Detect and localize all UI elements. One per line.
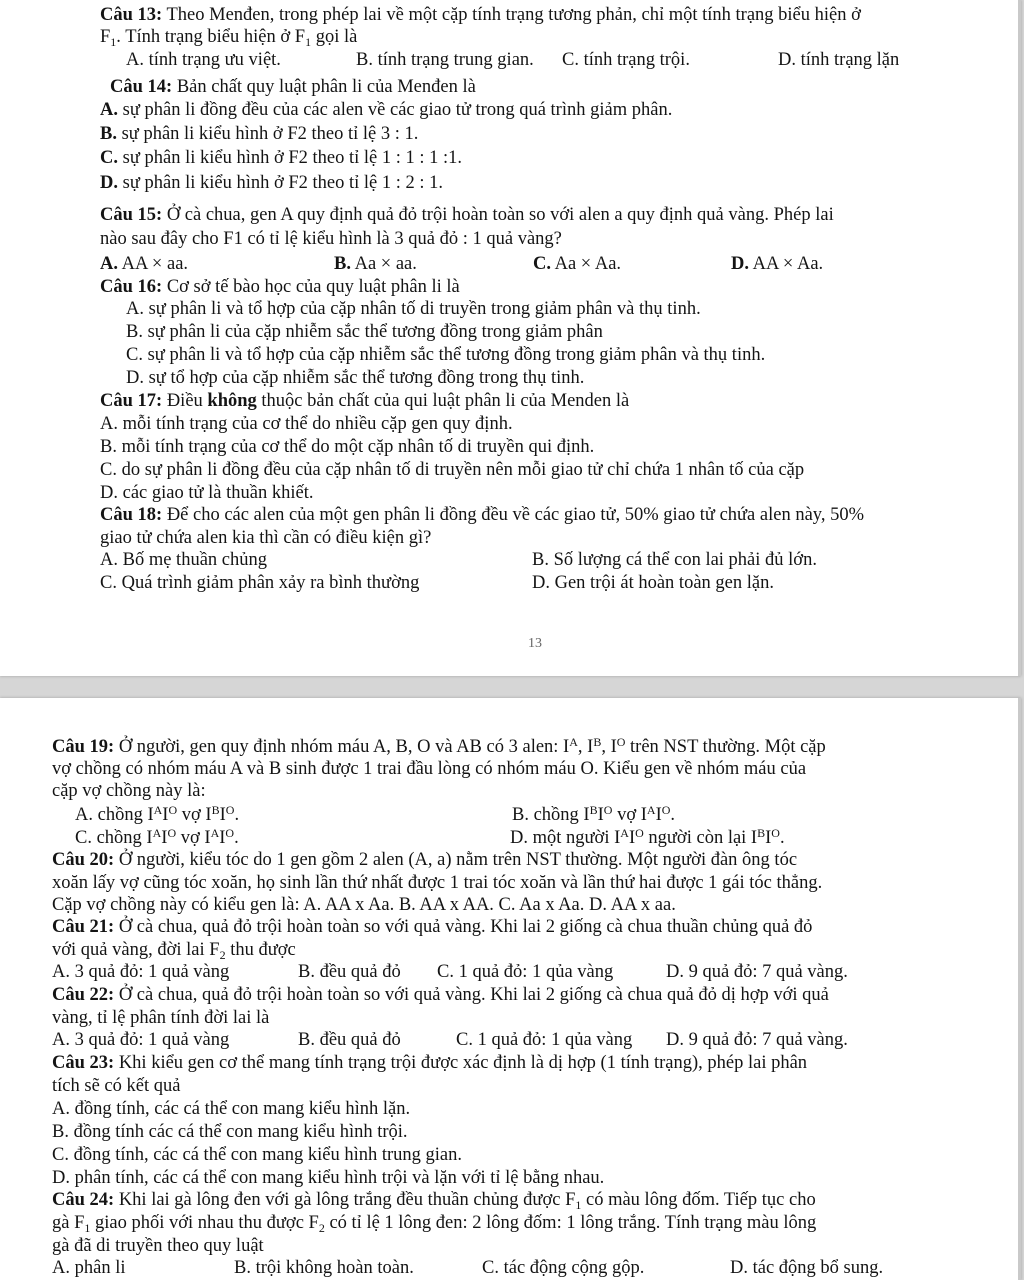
q13-stem-line2 <box>100 26 357 48</box>
q14-option-a <box>100 99 672 121</box>
q19-option-a <box>75 804 239 826</box>
q21-stem2-post: thu được <box>225 940 296 960</box>
q19-a-dot: . <box>234 805 240 825</box>
q24-option-d: D. tác động bổ sung. <box>730 1258 884 1278</box>
q21-stem2-pre: với quả vàng, đời lai F <box>52 940 220 960</box>
q15-d-label: D. <box>731 254 749 274</box>
q14-stem <box>110 76 476 98</box>
q14-c-text: sự phân li kiểu hình ở F2 theo tỉ lệ 1 : 1 : 1 :1. <box>122 148 463 168</box>
q19-b-sup3: A <box>646 803 656 817</box>
q19-d-pre: D. một người I <box>510 828 621 848</box>
q19-stem-pre: Ở người, gen quy định nhóm máu A, B, O và AB có 3 alen: I <box>118 737 570 757</box>
q19-a-sup3: B <box>211 803 220 817</box>
q14-d-label: D. <box>100 173 118 193</box>
q18-option-a: A. Bố mẹ thuần chủng <box>100 550 267 570</box>
q15-number: Câu 15: <box>100 205 163 225</box>
q19-stem-line1 <box>52 736 826 758</box>
q24-stem1-post: có màu lông đốm. Tiếp tục cho <box>581 1190 816 1210</box>
q24-stem2-sub2: 2 <box>318 1221 325 1235</box>
q21-number: Câu 21: <box>52 917 115 937</box>
q18-stem-line2: giao tử chứa alen kia thì cần có điều kiện gì? <box>100 528 432 548</box>
q15-a-label: A. <box>100 254 118 274</box>
q19-d-sup3: B <box>757 826 766 840</box>
q19-c-i2: I <box>219 828 226 848</box>
q21-stem-line1 <box>52 916 812 938</box>
q23-stem-line2: tích sẽ có kết quả <box>52 1076 181 1096</box>
q19-a-i2: I <box>219 805 226 825</box>
q24-number: Câu 24: <box>52 1190 115 1210</box>
q21-option-d: D. 9 quả đỏ: 7 quả vàng. <box>666 962 848 982</box>
q15-option-c <box>533 253 621 275</box>
q16-stem <box>100 276 460 298</box>
q19-d-mid: người còn lại I <box>643 828 758 848</box>
q23-option-c: C. đồng tính, các cá thể con mang kiểu hình trung gian. <box>52 1145 462 1165</box>
q18-stem-line1 <box>100 504 864 526</box>
q19-b-i: I <box>597 805 604 825</box>
q13-sub2: 1 <box>305 35 312 49</box>
q20-stem-text1: Ở người, kiểu tóc do 1 gen gồm 2 alen (A, a) nằm trên NST thường. Một người đàn ông tóc <box>118 850 798 870</box>
q19-sup-o: O <box>616 735 626 749</box>
q19-option-c <box>75 827 239 849</box>
q19-d-dot: . <box>779 828 785 848</box>
q13-f: F <box>100 27 111 47</box>
q24-stem2-mid: giao phối với nhau thu được F <box>90 1213 319 1233</box>
q14-c-label: C. <box>100 148 118 168</box>
q16-number: Câu 16: <box>100 277 163 297</box>
q24-option-c: C. tác động cộng gộp. <box>482 1258 645 1278</box>
q13-stem-line1 <box>100 4 861 26</box>
q19-stem-line3: cặp vợ chồng này là: <box>52 781 206 801</box>
q19-c-sup3: A <box>210 826 220 840</box>
q17-stem <box>100 390 629 412</box>
q19-a-sup4: O <box>225 803 235 817</box>
q17-stem-post: thuộc bản chất của qui luật phân li của Menden là <box>256 391 630 411</box>
q13-post: gọi là <box>311 27 358 47</box>
q19-a-pre: A. chồng I <box>75 805 154 825</box>
q19-number: Câu 19: <box>52 737 115 757</box>
document-page-14 <box>0 698 1021 1280</box>
q15-option-b <box>334 253 417 275</box>
q21-stem-text1: Ở cà chua, quả đỏ trội hoàn toàn so với quả vàng. Khi lai 2 giống cà chua thuần chủng quả đỏ <box>118 917 813 937</box>
q19-b-sup1: B <box>589 803 598 817</box>
q15-stem-text1: Ở cà chua, gen A quy định quả đỏ trội hoàn toàn so với alen a quy định quả vàng. Phép lai <box>166 205 834 225</box>
q24-stem2-sub: 1 <box>84 1221 91 1235</box>
q19-a-sup2: O <box>168 803 178 817</box>
q20-stem-line2: xoăn lấy vợ cũng tóc xoăn, họ sinh lần thứ nhất được 1 trai tóc xoăn và lần thứ hai được 1 gái tóc thẳng. <box>52 873 823 893</box>
q13-option-c: C. tính trạng trội. <box>562 50 690 70</box>
q16-option-c: C. sự phân li và tổ hợp của cặp nhiễm sắc thể tương đồng trong giảm phân và thụ tinh. <box>126 345 766 365</box>
q20-stem-line3: Cặp vợ chồng này có kiểu gen là: A. AA x Aa. B. AA x AA. C. Aa x Aa. D. AA x aa. <box>52 895 676 915</box>
q24-option-b: B. trội không hoàn toàn. <box>234 1258 414 1278</box>
q19-a-i: I <box>162 805 169 825</box>
q20-stem-line1 <box>52 849 797 871</box>
q15-b-text: Aa × aa. <box>354 254 417 274</box>
q19-option-b <box>512 804 675 826</box>
q23-stem-text1: Khi kiểu gen cơ thể mang tính trạng trội được xác định là dị hợp (1 tính trạng), phép lai phân <box>118 1053 808 1073</box>
q19-d-sup4: O <box>771 826 780 840</box>
q22-number: Câu 22: <box>52 985 115 1005</box>
q15-c-text: Aa × Aa. <box>554 254 622 274</box>
page-number: 13 <box>528 636 542 651</box>
q21-option-c: C. 1 quả đỏ: 1 qủa vàng <box>437 962 614 982</box>
q24-option-a: A. phân li <box>52 1258 126 1278</box>
q23-number: Câu 23: <box>52 1053 115 1073</box>
q22-option-a: A. 3 quả đỏ: 1 quả vàng <box>52 1030 230 1050</box>
q15-option-d <box>731 253 823 275</box>
q24-stem-line3: gà đã di truyền theo quy luật <box>52 1236 264 1256</box>
q18-option-d: D. Gen trội át hoàn toàn gen lặn. <box>532 573 774 593</box>
q24-stem2-pre: gà F <box>52 1213 85 1233</box>
q13-option-b: B. tính trạng trung gian. <box>356 50 534 70</box>
q13-option-a: A. tính trạng ưu việt. <box>126 50 281 70</box>
q19-b-sup2: O <box>603 803 613 817</box>
q21-option-b: B. đều quả đỏ <box>298 962 401 982</box>
q14-d-text: sự phân li kiểu hình ở F2 theo tỉ lệ 1 : 2 : 1. <box>122 173 444 193</box>
q16-option-b: B. sự phân li của cặp nhiễm sắc thể tương đồng trong giảm phân <box>126 322 603 342</box>
q22-stem-line1 <box>52 984 829 1006</box>
q19-c-sup4: O <box>225 826 235 840</box>
q15-stem-line2: nào sau đây cho F1 có tỉ lệ kiểu hình là 3 quả đỏ : 1 quả vàng? <box>100 229 562 249</box>
q13-sub: 1 <box>110 35 117 49</box>
q18-number: Câu 18: <box>100 505 163 525</box>
q13-mid: . Tính trạng biểu hiện ở F <box>116 27 306 47</box>
q19-b-vo: vợ I <box>612 805 647 825</box>
q19-sup-b: B <box>593 735 602 749</box>
q24-stem1-sub: 1 <box>575 1198 582 1212</box>
q24-stem-line1 <box>52 1189 816 1211</box>
q22-option-b: B. đều quả đỏ <box>298 1030 401 1050</box>
q14-option-d <box>100 172 443 194</box>
q22-option-c: C. 1 quả đỏ: 1 qủa vàng <box>456 1030 633 1050</box>
q19-a-vo: vợ I <box>177 805 212 825</box>
q19-d-i: I <box>628 828 636 848</box>
q22-stem-text1: Ở cà chua, quả đỏ trội hoàn toàn so với quả vàng. Khi lai 2 giống cà chua quả đỏ dị hợp với quả <box>118 985 829 1005</box>
q21-stem2-sub: 2 <box>219 948 226 962</box>
q14-stem-text: Bản chất quy luật phân li của Menđen là <box>176 77 476 97</box>
q13-stem-text1: Theo Menđen, trong phép lai về một cặp tính trạng tương phản, chỉ một tính trạng biểu hiện ở <box>166 5 861 25</box>
q20-number: Câu 20: <box>52 850 115 870</box>
q15-c-label: C. <box>533 254 551 274</box>
q14-b-label: B. <box>100 124 117 144</box>
q18-option-b: B. Số lượng cá thể con lai phải đủ lớn. <box>532 550 817 570</box>
q19-b-pre: B. chồng I <box>512 805 590 825</box>
q19-c-sup1: A <box>152 826 162 840</box>
q14-option-c <box>100 147 462 169</box>
q19-sup-a: A <box>569 735 578 749</box>
q19-comma: , I <box>577 737 594 757</box>
q19-c-vo: vợ I <box>176 828 211 848</box>
q21-option-a: A. 3 quả đỏ: 1 quả vàng <box>52 962 230 982</box>
q23-stem-line1 <box>52 1052 807 1074</box>
q15-a-text: AA × aa. <box>121 254 189 274</box>
q19-d-sup2: O <box>635 826 644 840</box>
q17-option-a: A. mỗi tính trạng của cơ thể do nhiều cặp gen quy định. <box>100 414 513 434</box>
q14-a-label: A. <box>100 100 118 120</box>
q19-c-i: I <box>161 828 168 848</box>
q19-option-d <box>510 827 785 849</box>
q19-stem-post: trên NST thường. Một cặp <box>625 737 826 757</box>
q17-stem-pre: Điều <box>166 391 208 411</box>
q17-option-c: C. do sự phân li đồng đều của cặp nhân tố di truyền nên mỗi giao tử chỉ chứa 1 nhân tố của cặp <box>100 460 805 480</box>
q16-option-d: D. sự tổ hợp của cặp nhiễm sắc thể tương đồng trong thụ tinh. <box>126 368 585 388</box>
q21-stem-line2 <box>52 939 296 961</box>
q19-d-sup1: A <box>620 826 629 840</box>
q19-c-pre: C. chồng I <box>75 828 153 848</box>
q14-option-b <box>100 123 418 145</box>
q16-stem-text: Cơ sở tế bào học của quy luật phân li là <box>166 277 460 297</box>
q17-number: Câu 17: <box>100 391 163 411</box>
q23-option-b: B. đồng tính các cá thể con mang kiểu hình trội. <box>52 1122 408 1142</box>
q19-b-i2: I <box>655 805 662 825</box>
q23-option-d: D. phân tính, các cá thể con mang kiểu hình trội và lặn với tỉ lệ bằng nhau. <box>52 1168 605 1188</box>
q18-option-c: C. Quá trình giảm phân xảy ra bình thường <box>100 573 420 593</box>
q19-c-sup2: O <box>167 826 177 840</box>
q18-stem-text1: Để cho các alen của một gen phân li đồng đều về các giao tử, 50% giao tử chứa alen này, 50% <box>166 505 865 525</box>
q17-option-b: B. mỗi tính trạng của cơ thể do một cặp nhân tố di truyền qui định. <box>100 437 595 457</box>
q19-b-dot: . <box>670 805 676 825</box>
q24-stem1-pre: Khi lai gà lông đen với gà lông trắng đều thuần chủng được F <box>114 1190 576 1210</box>
q19-comma2: , I <box>601 737 617 757</box>
q24-stem2-post: có tỉ lệ 1 lông đen: 2 lông đốm: 1 lông trắng. Tính trạng màu lông <box>324 1213 817 1233</box>
q15-d-text: AA × Aa. <box>752 254 824 274</box>
q22-stem-line2: vàng, tỉ lệ phân tính đời lai là <box>52 1008 270 1028</box>
q14-b-text: sự phân li kiểu hình ở F2 theo tỉ lệ 3 : 1. <box>121 124 419 144</box>
q13-option-d: D. tính trạng lặn <box>778 50 900 70</box>
q17-stem-bold: không <box>207 391 257 411</box>
q13-number: Câu 13: <box>100 5 163 25</box>
q19-stem-line2: vợ chồng có nhóm máu A và B sinh được 1 trai đầu lòng có nhóm máu O. Kiểu gen về nhóm máu của <box>52 759 807 779</box>
q15-stem-line1 <box>100 204 834 226</box>
q17-option-d: D. các giao tử là thuần khiết. <box>100 483 314 503</box>
q16-option-a: A. sự phân li và tổ hợp của cặp nhân tố di truyền trong giảm phân và thụ tinh. <box>126 299 701 319</box>
q14-number: Câu 14: <box>110 77 173 97</box>
q19-d-i2: I <box>765 828 772 848</box>
q19-c-dot: . <box>234 828 239 848</box>
q15-option-a <box>100 253 188 275</box>
q22-option-d: D. 9 quả đỏ: 7 quả vàng. <box>666 1030 848 1050</box>
q24-stem-line2 <box>52 1212 816 1234</box>
q15-b-label: B. <box>334 254 351 274</box>
q19-a-sup1: A <box>153 803 163 817</box>
q23-option-a: A. đồng tính, các cá thể con mang kiểu hình lặn. <box>52 1099 411 1119</box>
q14-a-text: sự phân li đồng đều của các alen về các giao tử trong quá trình giảm phân. <box>122 100 673 120</box>
q19-b-sup4: O <box>661 803 671 817</box>
